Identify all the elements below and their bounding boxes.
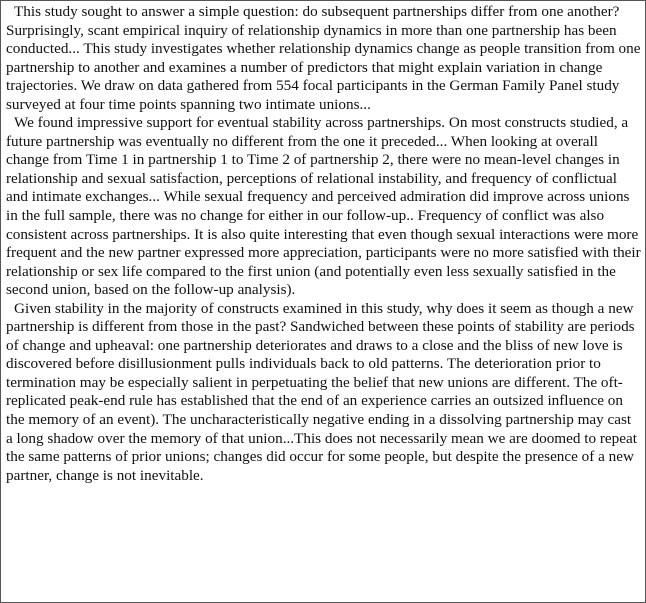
paragraph-study-aim: This study sought to answer a simple question: do subsequent partnerships differ from one another? Surprisingly, scant empirical inquiry of relationship dynamics in more than one partnership has been conducted... This study investigates whether relationship dynamics change as people transition from one partnership to another and examines a number of predictors that might explain variation in change trajectories. We draw on data gathered from 554 focal participants in the German Family Panel study surveyed at four time points spanning two intimate unions... — [6, 3, 641, 113]
paragraph-discussion: Given stability in the majority of constructs examined in this study, why does it seem as though a new partnership is different from those in the past? Sandwiched between these points of stability are periods of change and upheaval: one partnership deteriorates and draws to a close and the bliss of new love is discovered before disillusionment pulls individuals back to old patterns. The deterioration prior to termination may be especially salient in perpetuating the belief that new unions are different. The oft-replicated peak-end rule has established that the end of an experience carries an outsized influence on the memory of an event). The uncharacteristically negative ending in a dissolving partnership may cast a long shadow over the memory of that union...This does not necessarily mean we are doomed to repeat the same patterns of prior unions; changes did occur for some people, but despite the presence of a new partner, change is not inevitable. — [6, 299, 637, 484]
paragraph-findings: We found impressive support for eventual stability across partnerships. On most constructs studied, a future partnership was eventually no different from the one it preceded... When looking at overall change from Time 1 in partnership 1 to Time 2 of partnership 2, there were no mean-level changes in relationship and sexual satisfaction, perceptions of relational instability, and frequency of conflictual and intimate exchanges... While sexual frequency and perceived admiration did improve across unions in the full sample, there was no change for either in our follow-up.. Frequency of conflict was also consistent across partnerships. It is also quite interesting that even though sexual interactions were more frequent and the new partner expressed more appreciation, participants were no more satisfied with their relationship or sex life compared to the first union (and potentially even less sexually satisfied in the second union, based on the follow-up analysis). — [6, 114, 641, 299]
